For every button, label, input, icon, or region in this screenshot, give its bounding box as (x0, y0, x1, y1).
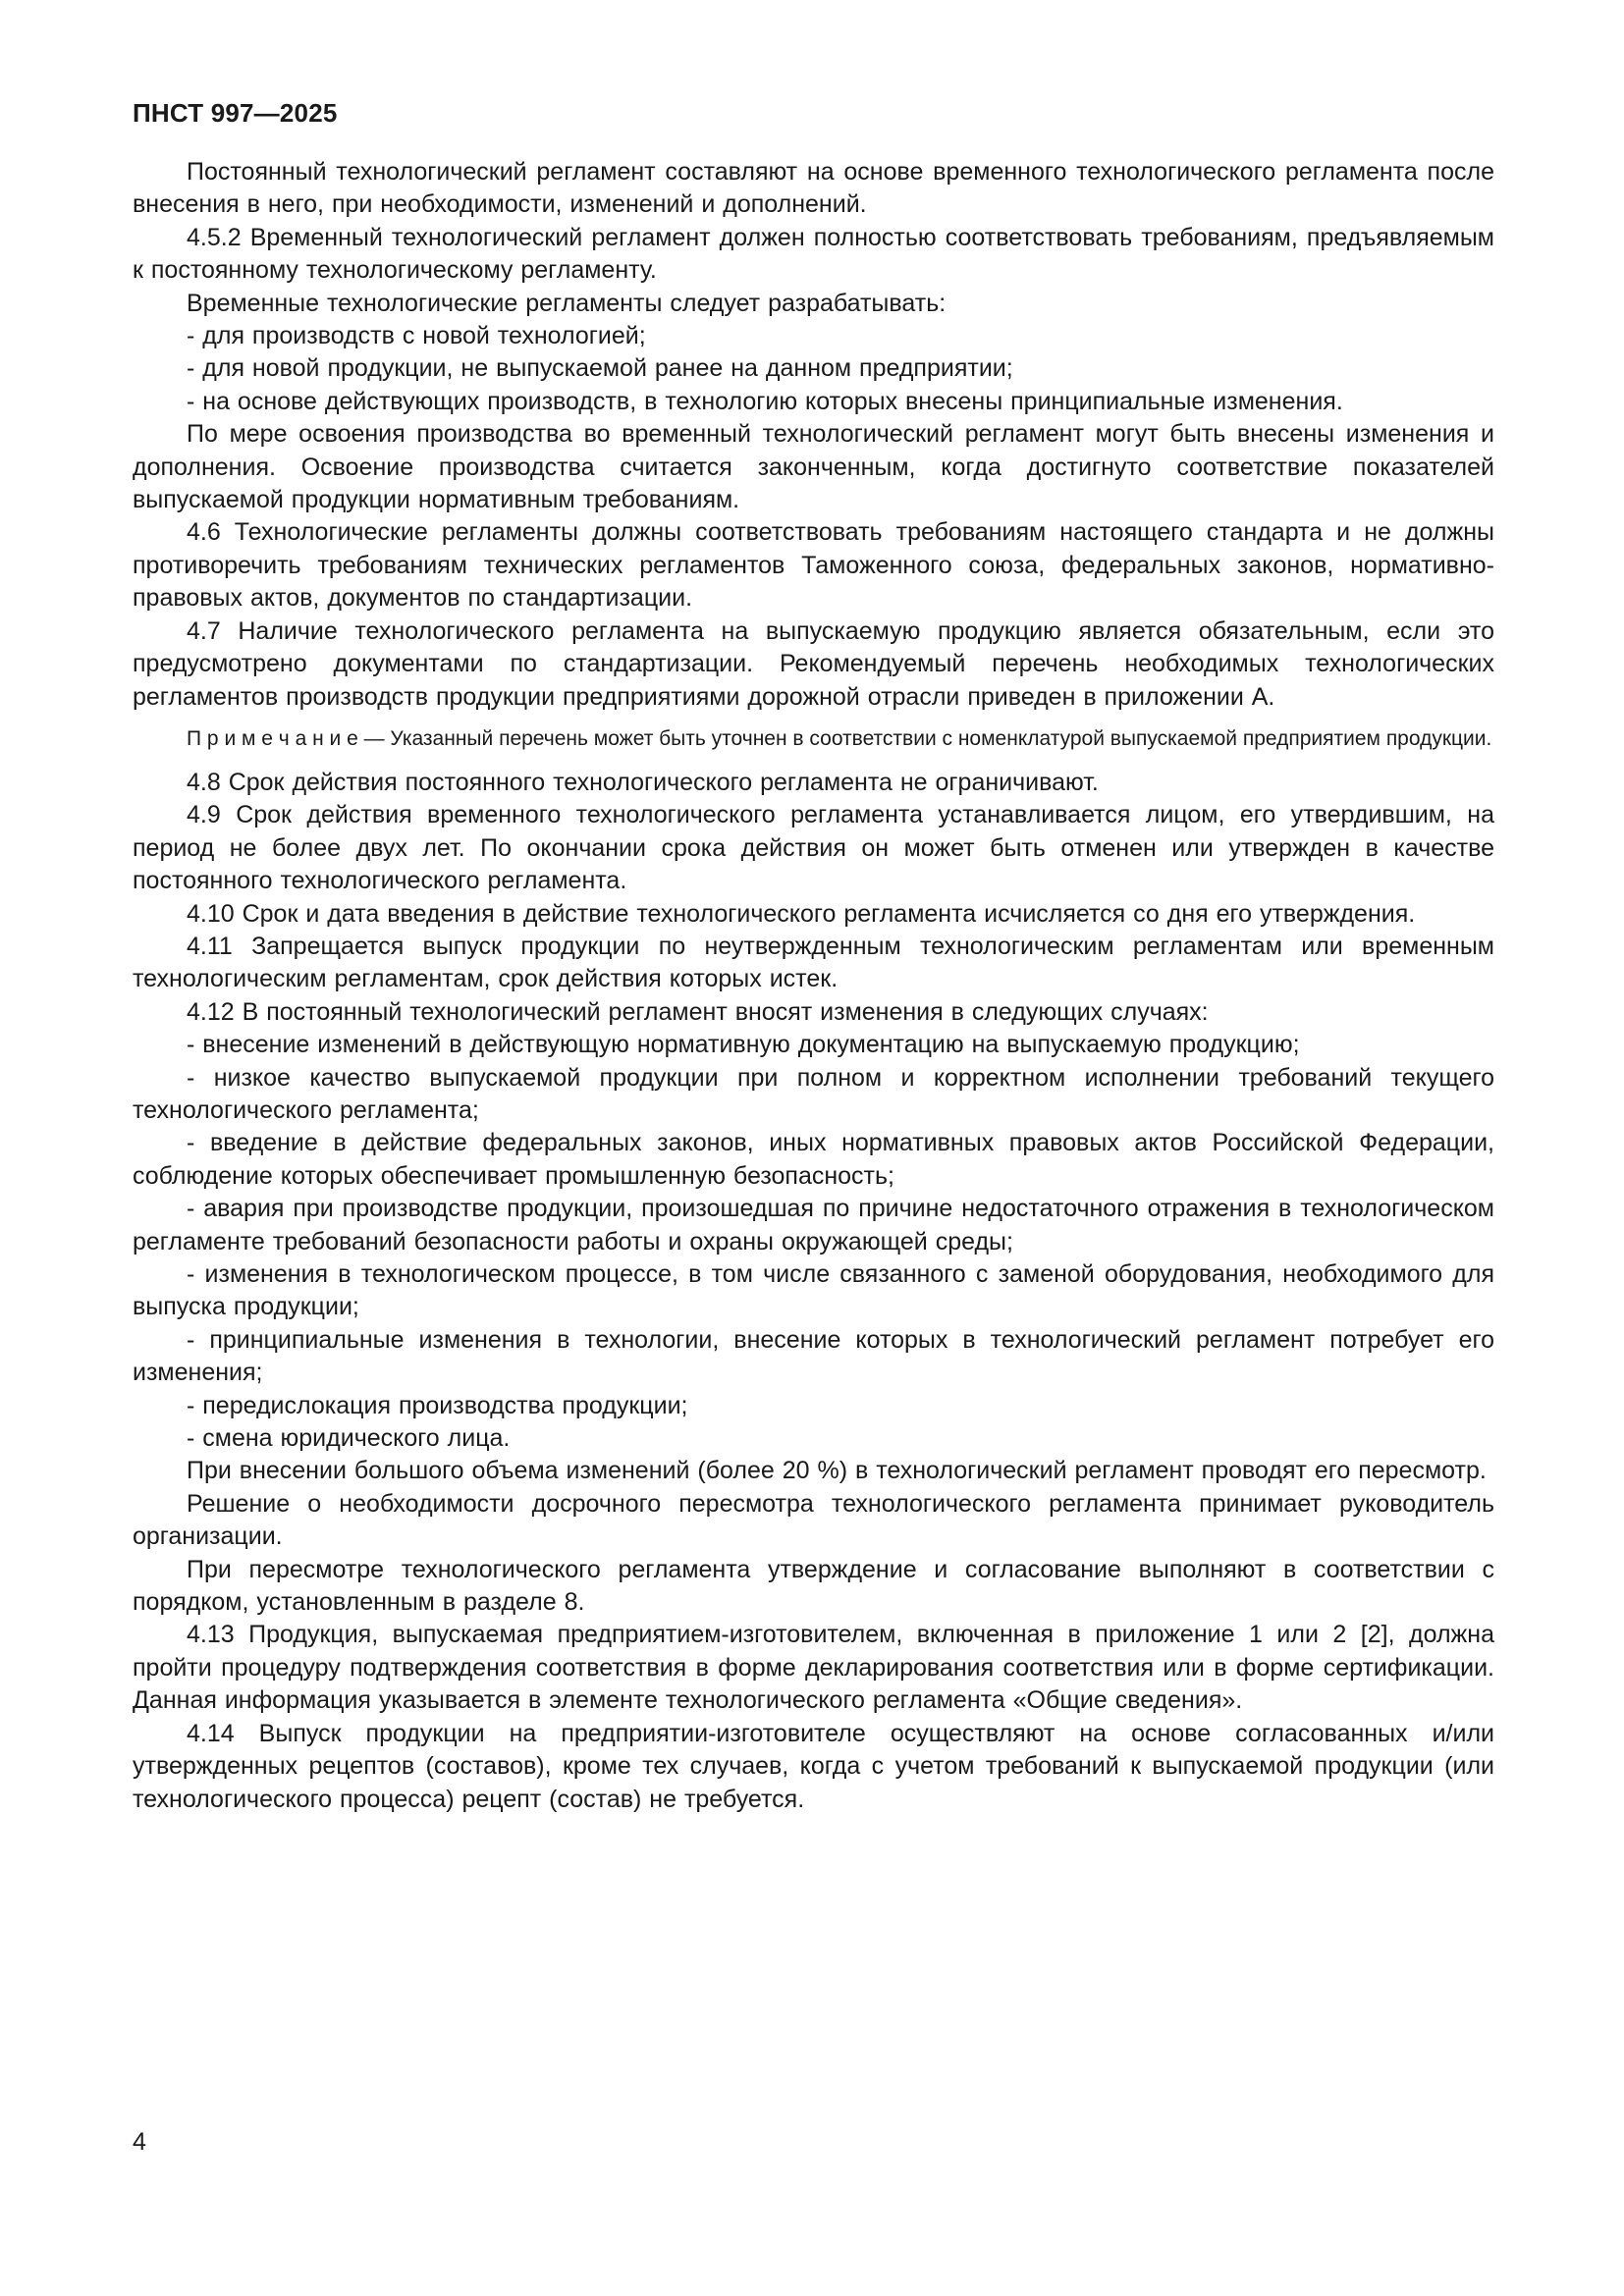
paragraph: - смена юридического лица. (187, 1424, 511, 1453)
document-code-header: ПНСТ 997—2025 (133, 98, 338, 128)
paragraph: - на основе действующих производств, в технологию которых внесены принципиальные изменения. (187, 387, 1343, 415)
paragraph: - внесение изменений в действующую нормативную документацию на выпускаемую продукцию; (187, 1031, 1300, 1059)
paragraph: При внесении большого объема изменений (более 20 %) в технологический регламент проводят его пересмотр. (187, 1457, 1487, 1485)
paragraph: 4.9 Срок действия временного технологического регламента устанавливается лицом, его утвердившим, на период не более двух лет. По окончании срока действия он может быть отменен или утвержден в качестве постоянного технологического регламента. (133, 801, 1494, 895)
paragraph: - передислокация производства продукции; (187, 1391, 688, 1419)
paragraph: - введение в действие федеральных законов, иных нормативных правовых актов Российской Федерации, соблюдение которых обеспечивает промышленную безопасность; (133, 1129, 1494, 1190)
paragraph: - для новой продукции, не выпускаемой ранее на данном предприятии; (187, 354, 1013, 383)
paragraph: 4.6 Технологические регламенты должны соответствовать требованиям настоящего стандарта и не должны противоречить требованиям технических регламентов Таможенного союза, федеральных законов, нормативно-правовых актов, документов по стандартизации. (133, 518, 1494, 613)
paragraph: 4.11 Запрещается выпуск продукции по неутвержденным технологическим регламентам или временным технологическим регламентам, срок действия которых истек. (133, 932, 1494, 993)
paragraph: 4.8 Срок действия постоянного технологического регламента не ограничивают. (187, 768, 1099, 796)
paragraph: 4.14 Выпуск продукции на предприятии-изготовителе осуществляют на основе согласованных и/или утвержденных рецептов (составов), кроме тех случаев, когда с учетом требований к выпускаемой продукции (или технологического процесса) рецепт (состав) не требуется. (133, 1719, 1494, 1813)
paragraph: Постоянный технологический регламент составляют на основе временного технологического регламента после внесения в него, при необходимости, изменений и дополнений. (133, 158, 1494, 219)
paragraph: 4.10 Срок и дата введения в действие технологического регламента исчисляется со дня его утверждения. (187, 899, 1416, 928)
page-number: 4 (133, 2128, 146, 2156)
paragraph: При пересмотре технологического регламента утверждение и согласование выполняют в соответствии с порядком, установленным в разделе 8. (133, 1555, 1494, 1617)
paragraph: 4.7 Наличие технологического регламента на выпускаемую продукцию является обязательным, если это предусмотрено документами по стандартизации. Рекомендуемый перечень необходимых технологических регламентов производств продукции предприятиями дорожной отрасли приведен в приложении А. (133, 616, 1494, 711)
text-block (133, 156, 1494, 1816)
paragraph: 4.5.2 Временный технологический регламент должен полностью соответствовать требованиям, предъявляемым к постоянному технологическому регламенту. (133, 223, 1494, 285)
paragraph: Решение о необходимости досрочного пересмотра технологического регламента принимает руководитель организации. (133, 1489, 1494, 1551)
paragraph: Временные технологические регламенты следует разрабатывать: (187, 289, 947, 317)
paragraph: - низкое качество выпускаемой продукции при полном и корректном исполнении требований текущего технологического регламента; (133, 1063, 1494, 1124)
paragraph: 4.13 Продукция, выпускаемая предприятием-изготовителем, включенная в приложение 1 или 2 [2], должна пройти процедуру подтверждения соответствия в форме декларирования соответствия или в форме сертификации. Данная информация указывается в элементе технологического регламента «Общие сведения». (133, 1621, 1494, 1715)
paragraph: По мере освоения производства во временный технологический регламент могут быть внесены изменения и дополнения. Освоение производства считается законченным, когда достигнуто соответствие показателей выпускаемой продукции нормативным требованиям. (133, 420, 1494, 514)
paragraph: 4.12 В постоянный технологический регламент вносят изменения в следующих случаях: (187, 997, 1209, 1026)
paragraph: - для производств с новой технологией; (187, 322, 646, 350)
paragraph: - изменения в технологическом процессе, в том числе связанного с заменой оборудования, необходимого для выпуска продукции; (133, 1260, 1494, 1321)
paragraph: - авария при производстве продукции, произошедшая по причине недостаточного отражения в технологическом регламенте требований безопасности работы и охраны окружающей среды; (133, 1195, 1494, 1255)
paragraph: - принципиальные изменения в технологии, внесение которых в технологический регламент потребует его изменения; (133, 1325, 1494, 1387)
note-paragraph: П р и м е ч а н и е — Указанный перечень может быть уточнен в соответствии с номенклатурой выпускаемой предприятием продукции. (187, 726, 1492, 750)
